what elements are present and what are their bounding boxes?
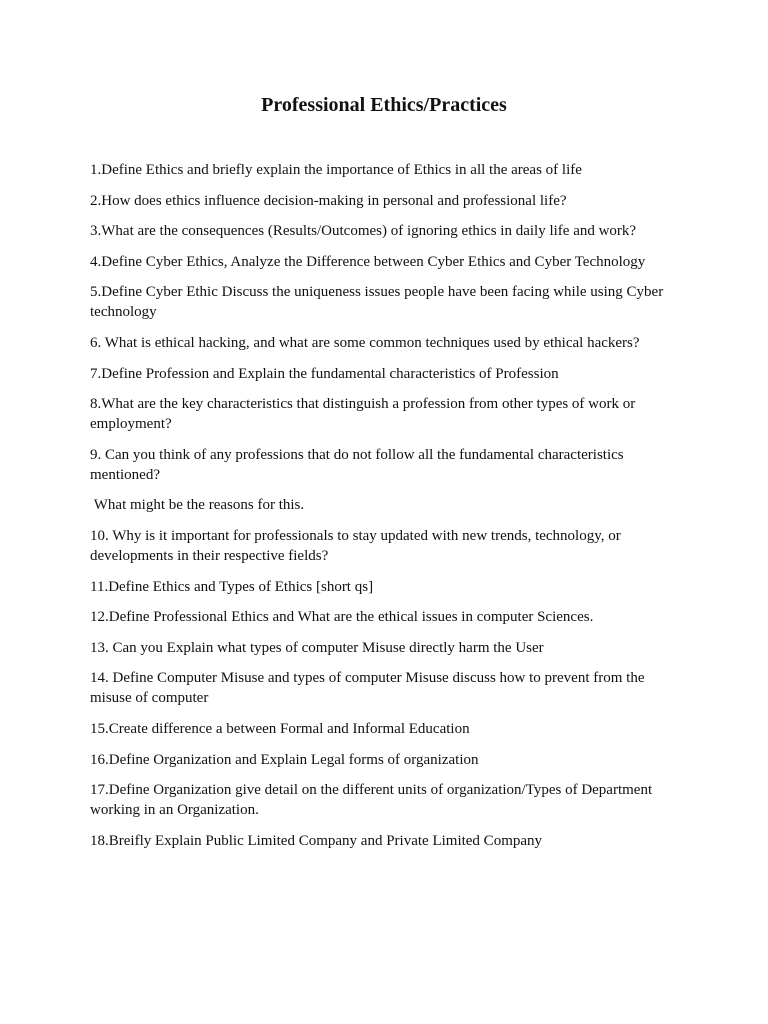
question-item: 4.Define Cyber Ethics, Analyze the Difference between Cyber Ethics and Cyber Technology xyxy=(90,253,646,270)
question-item: 2.How does ethics influence decision-making in personal and professional life? xyxy=(90,192,567,209)
question-item: 18.Breifly Explain Public Limited Company and Private Limited Company xyxy=(90,832,543,849)
question-item: 10. Why is it important for professionals to stay updated with new trends, technology, or developments in their respective fields? xyxy=(90,527,621,564)
document-title: Professional Ethics/Practices xyxy=(261,94,507,116)
question-item: 8.What are the key characteristics that distinguish a profession from other types of work or employment? xyxy=(90,396,636,433)
question-list xyxy=(90,160,680,861)
question-item: 7.Define Profession and Explain the fundamental characteristics of Profession xyxy=(90,365,559,382)
question-item: 13. Can you Explain what types of computer Misuse directly harm the User xyxy=(90,639,544,656)
question-item: 12.Define Professional Ethics and What are the ethical issues in computer Sciences. xyxy=(90,609,594,626)
question-item: 9. Can you think of any professions that do not follow all the fundamental characteristics mentioned? xyxy=(90,446,624,483)
question-item: 6. What is ethical hacking, and what are some common techniques used by ethical hackers? xyxy=(90,334,640,351)
question-item: 14. Define Computer Misuse and types of computer Misuse discuss how to prevent from the misuse of computer xyxy=(90,670,645,707)
question-item: 3.What are the consequences (Results/Outcomes) of ignoring ethics in daily life and work? xyxy=(90,223,637,240)
question-item: What might be the reasons for this. xyxy=(90,497,305,514)
question-item: 1.Define Ethics and briefly explain the importance of Ethics in all the areas of life xyxy=(90,162,582,178)
question-item: 16.Define Organization and Explain Legal forms of organization xyxy=(90,751,479,768)
question-item: 17.Define Organization give detail on the different units of organization/Types of Department working in an Organization. xyxy=(90,782,653,819)
question-item: 15.Create difference a between Formal and Informal Education xyxy=(90,720,470,737)
question-item: 11.Define Ethics and Types of Ethics [short qs] xyxy=(90,578,374,595)
question-item: 5.Define Cyber Ethic Discuss the uniqueness issues people have been facing while using Cyber technology xyxy=(90,284,664,321)
